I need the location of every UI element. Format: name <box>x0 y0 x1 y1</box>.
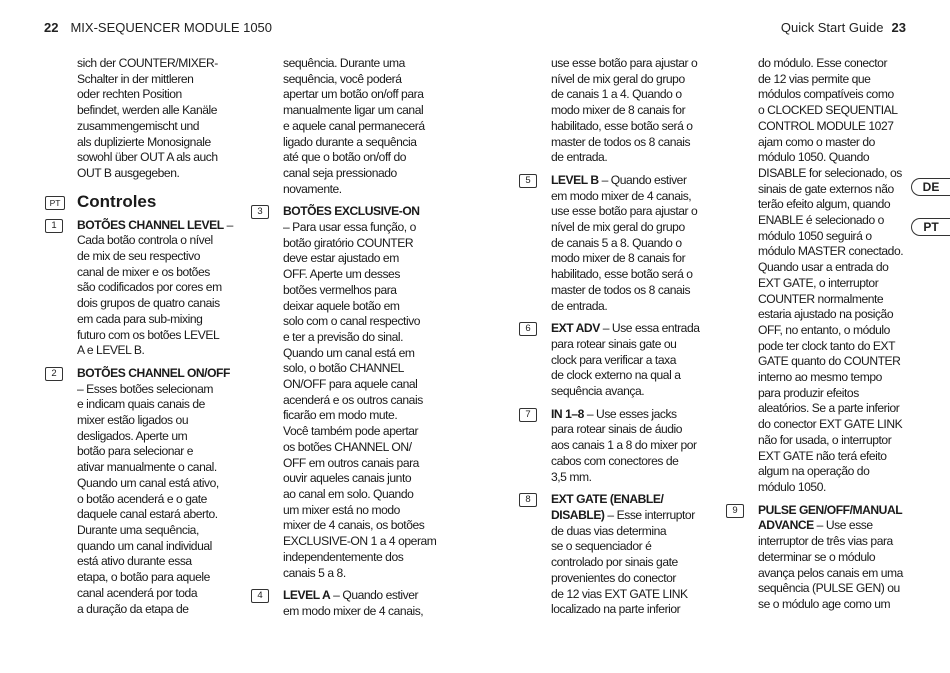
item-line <box>758 566 910 582</box>
description-text: deixar aquele botão em <box>283 298 400 313</box>
description-text: ativar manualmente o canal. <box>77 460 217 475</box>
control-item <box>525 492 707 618</box>
item-line <box>551 492 707 508</box>
item-line <box>283 330 435 346</box>
item-line <box>77 312 229 328</box>
description-text: use esse botão para ajustar o <box>551 204 698 219</box>
paragraph-line: zusammengemischt und <box>77 118 200 133</box>
description-text: – Esses botões selecionam <box>77 381 213 396</box>
item-line <box>551 438 707 454</box>
item-line <box>551 539 707 555</box>
description-text: determinar se o módulo <box>758 549 876 564</box>
description-text: – Use esse <box>813 518 873 533</box>
item-number-badge: 2 <box>45 367 63 381</box>
running-title-left: MIX-SEQUENCER MODULE 1050 <box>70 20 273 35</box>
paragraph-line: canal seja pressionado <box>283 165 397 180</box>
item-line <box>77 460 229 476</box>
item-number-badge: 3 <box>251 205 269 219</box>
item-line <box>283 440 435 456</box>
description-text: EXCLUSIVE-ON 1 a 4 operam <box>283 534 437 549</box>
item-line <box>551 353 707 369</box>
item-line <box>551 173 707 189</box>
item-line <box>77 429 229 445</box>
paragraph-line: novamente. <box>283 181 342 196</box>
paragraph-gap <box>551 314 707 321</box>
description-text: aos canais 1 a 8 do mixer por <box>551 438 697 453</box>
paragraph-line: OFF, no entanto, o módulo <box>758 322 890 337</box>
item-line <box>551 384 707 400</box>
paragraph-line: não for usada, o interruptor <box>758 432 892 447</box>
paragraph-line: do módulo. Esse conector <box>758 56 888 70</box>
description-text: solo com o canal respectivo <box>283 314 421 329</box>
item-line <box>77 280 229 296</box>
item-line <box>551 236 707 252</box>
description-text: modo mixer de 8 canais for <box>551 251 686 266</box>
section-heading <box>49 191 229 212</box>
description-text: e ter a previsão do sinal. <box>283 329 404 344</box>
item-line <box>551 454 707 470</box>
description-text: em cada para sub-mixing <box>77 311 203 326</box>
item-line <box>77 570 229 586</box>
description-text: mixer de 4 canais, os botões <box>283 518 425 533</box>
control-item <box>525 172 707 314</box>
text-column-1 <box>49 56 233 617</box>
paragraph-line: master de todos os 8 canais <box>551 134 691 149</box>
item-line <box>758 597 910 613</box>
paragraph-line: nível de mix geral do grupo <box>551 71 685 86</box>
item-number-badge: 1 <box>45 219 63 233</box>
paragraph-line: manualmente ligar um canal <box>283 103 424 118</box>
item-line <box>283 471 435 487</box>
item-number-badge: 5 <box>519 174 537 188</box>
paragraph-line: ajam como o master do <box>758 134 875 149</box>
item-line <box>283 487 435 503</box>
paragraph-line: sequência. Durante uma <box>283 56 405 70</box>
description-text: controlado por sinais gate <box>551 555 678 570</box>
description-text: o botão acenderá e o gate <box>77 491 207 506</box>
description-text: – Quando estiver <box>330 588 419 603</box>
paragraph-line: módulos compatíveis como <box>758 87 894 102</box>
item-line <box>551 587 707 603</box>
item-line <box>551 283 707 299</box>
description-text: independentemente dos <box>283 549 404 564</box>
item-line <box>283 283 435 299</box>
item-line <box>283 393 435 409</box>
text-column-4 <box>732 56 910 613</box>
text-column-3 <box>525 56 707 618</box>
item-line <box>77 265 229 281</box>
description-text: botão giratório COUNTER <box>283 235 414 250</box>
paragraph-line: habilitado, esse botão será o <box>551 118 693 133</box>
control-item <box>525 321 707 400</box>
item-line <box>283 251 435 267</box>
description-text: de canais 5 a 8. Quando o <box>551 235 682 250</box>
item-line <box>77 586 229 602</box>
item-line <box>283 220 435 236</box>
description-text: cabos com conectores de <box>551 453 679 468</box>
description-text: Cada botão controla o nível <box>77 233 213 248</box>
description-text: está ativo durante essa <box>77 554 192 569</box>
description-text: OFF em outros canais para <box>283 455 419 470</box>
description-text: para rotear sinais gate ou <box>551 336 677 351</box>
item-line <box>77 366 229 382</box>
page-number-left: 22 <box>44 20 59 35</box>
item-number-badge: 7 <box>519 408 537 422</box>
description-text: ao canal em solo. Quando <box>283 486 414 501</box>
description-text: interruptor de três vias para <box>758 534 893 549</box>
item-line <box>283 299 435 315</box>
item-line <box>77 492 229 508</box>
item-line <box>551 299 707 315</box>
paragraph-line: para produzir efeitos <box>758 385 859 400</box>
item-line <box>551 407 707 423</box>
paragraph-line: o CLOCKED SEQUENTIAL <box>758 103 898 118</box>
text-column-2 <box>257 56 437 620</box>
description-text: – Para usar essa função, o <box>283 220 416 235</box>
paragraph-line: algum na operação do <box>758 464 870 479</box>
description-text: de 12 vias EXT GATE LINK <box>551 586 688 601</box>
item-line <box>283 314 435 330</box>
item-line <box>283 424 435 440</box>
paragraph-line: módulo 1050. Quando <box>758 150 870 165</box>
section-language-tag: PT <box>45 196 65 210</box>
paragraph-line: Quando usar a entrada do <box>758 260 889 275</box>
description-text: – <box>223 217 233 232</box>
paragraph-line: até que o botão on/off do <box>283 150 407 165</box>
item-line <box>283 408 435 424</box>
item-line <box>551 470 707 486</box>
description-text: Quando um canal está ativo, <box>77 475 219 490</box>
control-name: DISABLE) <box>551 507 605 522</box>
section-title: Controles <box>77 191 157 211</box>
description-text: se o módulo age como um <box>758 596 891 611</box>
item-line <box>551 337 707 353</box>
paragraph-line: GATE quanto do COUNTER <box>758 354 901 369</box>
paragraph-gap <box>283 581 435 588</box>
item-line <box>77 413 229 429</box>
control-name: ADVANCE <box>758 518 814 533</box>
paragraph-line: befindet, werden alle Kanäle <box>77 103 218 118</box>
control-item <box>257 588 435 619</box>
item-line <box>283 204 435 220</box>
item-line <box>758 534 910 550</box>
paragraph-line: sinais de gate externos não <box>758 181 894 196</box>
description-text: solo, o botão CHANNEL <box>283 361 404 376</box>
description-text: botões vermelhos para <box>283 282 397 297</box>
item-number-badge: 9 <box>726 504 744 518</box>
description-text: – Quando estiver <box>598 172 687 187</box>
item-line <box>77 233 229 249</box>
item-line <box>77 328 229 344</box>
paragraph-line: de canais 1 a 4. Quando o <box>551 87 682 102</box>
item-line <box>551 251 707 267</box>
paragraph-line: oder rechten Position <box>77 87 182 102</box>
item-line <box>77 343 229 359</box>
control-item <box>732 502 910 613</box>
paragraph-line: Schalter in der mittleren <box>77 71 194 86</box>
description-text: mixer estão ligados ou <box>77 413 189 428</box>
description-text: quando um canal individual <box>77 538 212 553</box>
description-text: para rotear sinais de áudio <box>551 422 683 437</box>
paragraph-line: módulo 1050 seguirá o <box>758 228 872 243</box>
item-line <box>551 508 707 524</box>
paragraph-line: do conector EXT GATE LINK <box>758 417 903 432</box>
paragraph-line: sequência, você poderá <box>283 71 402 86</box>
description-text: Você também pode apertar <box>283 424 419 439</box>
description-text: avança pelos canais em uma <box>758 565 903 580</box>
description-text: – Use essa entrada <box>599 321 700 336</box>
paragraph-line: ENABLE é selecionado o <box>758 213 884 228</box>
item-line <box>283 588 435 604</box>
description-text: habilitado, esse botão será o <box>551 267 693 282</box>
description-text: canais 5 a 8. <box>283 565 346 580</box>
description-text: – Esse interruptor <box>604 507 695 522</box>
paragraph-gap <box>551 400 707 407</box>
description-text: master de todos os 8 canais <box>551 282 691 297</box>
description-text: localizado na parte inferior <box>551 602 681 617</box>
description-text: de mix de seu respectivo <box>77 249 200 264</box>
item-line <box>283 361 435 377</box>
description-text: OFF. Aperte um desses <box>283 267 400 282</box>
item-line <box>77 444 229 460</box>
item-line <box>283 604 435 620</box>
item-number-badge: 8 <box>519 493 537 507</box>
description-text: em modo mixer de 4 canais, <box>551 188 692 203</box>
paragraph-line: e aquele canal permanecerá <box>283 118 425 133</box>
control-name: EXT ADV <box>551 321 600 336</box>
language-tab-pt[interactable]: PT <box>911 218 950 236</box>
control-item <box>525 406 707 486</box>
description-text: botão para selecionar e <box>77 444 194 459</box>
description-text: desligados. Aperte um <box>77 428 188 443</box>
description-text: nível de mix geral do grupo <box>551 220 685 235</box>
control-item <box>51 365 230 617</box>
item-line <box>77 539 229 555</box>
description-text: – Use esses jacks <box>583 406 677 421</box>
description-text: etapa, o botão para aquele <box>77 570 210 585</box>
item-line <box>758 518 910 534</box>
description-text: se o sequenciador é <box>551 539 652 554</box>
item-line <box>77 397 229 413</box>
control-name: EXT GATE (ENABLE/ <box>551 492 664 507</box>
page-number-right: 23 <box>891 20 906 35</box>
item-line <box>551 189 707 205</box>
item-line <box>551 267 707 283</box>
item-line <box>758 503 910 519</box>
item-line <box>77 602 229 618</box>
control-name: BOTÕES CHANNEL ON/OFF <box>77 365 230 380</box>
item-line <box>77 476 229 492</box>
item-line <box>551 571 707 587</box>
paragraph-line: interno ao mesmo tempo <box>758 370 882 385</box>
paragraph-line: aleatórios. Se a parte inferior <box>758 401 900 416</box>
item-line <box>551 422 707 438</box>
description-text: de clock externo na qual a <box>551 368 681 383</box>
paragraph-line: use esse botão para ajustar o <box>551 56 698 70</box>
control-name: LEVEL B <box>551 172 599 187</box>
paragraph-line: sowohl über OUT A als auch <box>77 150 218 165</box>
paragraph-gap <box>551 166 707 173</box>
item-line <box>551 204 707 220</box>
control-item <box>51 217 233 359</box>
paragraph-line: de 12 vias permite que <box>758 71 871 86</box>
description-text: provenientes do conector <box>551 570 677 585</box>
paragraph-line: modo mixer de 8 canais for <box>551 103 686 118</box>
item-line <box>77 217 233 234</box>
item-line <box>283 346 435 362</box>
control-name: BOTÕES CHANNEL LEVEL <box>77 217 224 232</box>
paragraph-line: apertar um botão on/off para <box>283 87 424 102</box>
item-line <box>77 523 229 539</box>
description-text: Quando um canal está em <box>283 345 415 360</box>
item-line <box>283 518 435 534</box>
description-text: canal de mixer e os botões <box>77 264 210 279</box>
page-header-left <box>44 20 272 35</box>
description-text: canal acenderá por toda <box>77 585 198 600</box>
control-name: LEVEL A <box>283 588 331 603</box>
control-name: IN 1–8 <box>551 406 584 421</box>
description-text: e indicam quais canais de <box>77 397 205 412</box>
paragraph-line: pode ter clock tanto do EXT <box>758 338 896 353</box>
description-text: dois grupos de quatro canais <box>77 296 220 311</box>
description-text: ouvir aqueles canais junto <box>283 471 412 486</box>
item-line <box>551 220 707 236</box>
description-text: sequência avança. <box>551 384 645 399</box>
paragraph-line: módulo 1050. <box>758 479 826 494</box>
item-line <box>283 456 435 472</box>
description-text: deve estar ajustado em <box>283 251 399 266</box>
item-line <box>283 236 435 252</box>
item-line <box>283 377 435 393</box>
description-text: clock para verificar a taxa <box>551 352 676 367</box>
paragraph-line: EXT GATE, o interruptor <box>758 275 879 290</box>
item-line <box>283 534 435 550</box>
item-line <box>77 507 229 523</box>
control-item <box>257 204 437 581</box>
item-line <box>758 550 910 566</box>
control-name: BOTÕES EXCLUSIVE-ON <box>283 204 420 219</box>
description-text: daquele canal estará aberto. <box>77 507 218 522</box>
item-line <box>758 581 910 597</box>
description-text: acenderá e os outros canais <box>283 392 423 407</box>
paragraph-line: de entrada. <box>551 150 608 165</box>
description-text: um mixer está no modo <box>283 502 400 517</box>
item-line <box>551 555 707 571</box>
description-text: os botões CHANNEL ON/ <box>283 439 412 454</box>
paragraph-line: ligado durante a sequência <box>283 134 417 149</box>
item-line <box>283 503 435 519</box>
item-line <box>551 368 707 384</box>
item-number-badge: 6 <box>519 322 537 336</box>
item-line <box>77 296 229 312</box>
description-text: Durante uma sequência, <box>77 522 199 537</box>
paragraph-gap <box>551 485 707 492</box>
item-line <box>283 550 435 566</box>
language-tab-de[interactable]: DE <box>911 178 950 196</box>
paragraph-line: EXT GATE não terá efeito <box>758 448 887 463</box>
description-text: de duas vias determina <box>551 523 667 538</box>
paragraph-line: terão efeito algum, quando <box>758 197 891 212</box>
description-text: em modo mixer de 4 canais, <box>283 603 424 618</box>
paragraph-line: COUNTER normalmente <box>758 291 884 306</box>
item-number-badge: 4 <box>251 589 269 603</box>
running-title-right: Quick Start Guide <box>780 20 884 35</box>
description-text: são codificados por cores em <box>77 280 222 295</box>
paragraph-line: OUT B ausgegeben. <box>77 165 180 180</box>
item-line <box>551 602 707 618</box>
paragraph-line: CONTROL MODULE 1027 <box>758 118 894 133</box>
description-text: de entrada. <box>551 298 608 313</box>
paragraph-line: estaria ajustado na posição <box>758 307 894 322</box>
item-line <box>77 382 229 398</box>
paragraph-line: als duplizierte Monosignale <box>77 134 211 149</box>
paragraph-line: DISABLE for selecionado, os <box>758 165 902 180</box>
description-text: ficarão em modo mute. <box>283 408 398 423</box>
item-line <box>77 249 229 265</box>
paragraph-gap <box>77 359 229 366</box>
page-header-right <box>781 20 906 35</box>
item-line <box>551 524 707 540</box>
description-text: sequência (PULSE GEN) ou <box>758 581 900 596</box>
item-line <box>283 566 435 582</box>
description-text: a duração da etapa de <box>77 601 189 616</box>
item-line <box>283 267 435 283</box>
item-line <box>551 321 707 337</box>
paragraph-line: sich der COUNTER/MIXER- <box>77 56 218 70</box>
description-text: A e LEVEL B. <box>77 343 145 358</box>
paragraph-gap <box>758 496 910 503</box>
paragraph-line: módulo MASTER conectado. <box>758 244 904 259</box>
description-text: futuro com os botões LEVEL <box>77 327 220 342</box>
item-line <box>77 554 229 570</box>
control-name: PULSE GEN/OFF/MANUAL <box>758 502 903 517</box>
description-text: ON/OFF para aquele canal <box>283 377 418 392</box>
description-text: 3,5 mm. <box>551 469 592 484</box>
